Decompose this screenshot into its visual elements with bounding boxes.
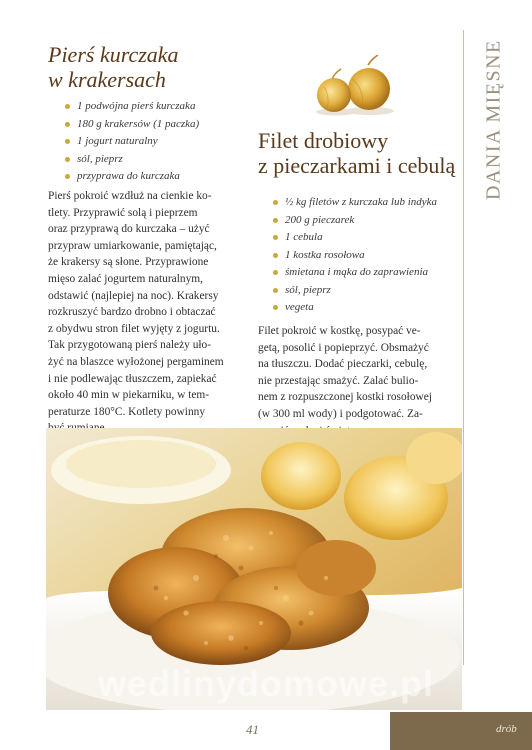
ingredient-item: 1 kostka rosołowa xyxy=(272,247,462,265)
ingredient-item: przyprawa do kurczaka xyxy=(64,168,254,186)
bullet-icon xyxy=(273,235,278,240)
recipe1-instructions: Pierś pokroić wzdłuż na cienkie ko- tlety. Przyprawić solą i pieprzem oraz przyprawą do kurczaka – użyć przypraw umiarkowanie, pamiętając, że krakersy są słone. Przyprawione mięso zalać jogurtem naturalnym, odstawić (najlepiej na noc). Krakersy rozkruszyć bardzo drobno i obtaczać z obydwu stron filet wyjęty z jogurtu. Tak przygotowaną pierś należy uło- żyć na blaszce wyłożonej pergaminem i nie podlewając tłuszczem, zapiekać około 40 min w piekarniku, w tem- peraturze 180°C. Kotlety powinny xyxy=(48,190,224,418)
bullet-icon xyxy=(273,200,278,205)
ingredient-item: sól, pieprz xyxy=(64,151,254,169)
bullet-icon xyxy=(273,305,278,310)
ingredient-item: vegeta xyxy=(272,299,462,317)
section-label: DANIA MIĘSNE xyxy=(482,39,505,200)
bullet-icon xyxy=(65,174,70,179)
ingredient-item: ½ kg filetów z kurczaka lub indyka xyxy=(272,194,462,212)
recipe2-title xyxy=(258,128,468,178)
bullet-icon xyxy=(273,218,278,223)
recipe2-title-line1: Filet drobiowy xyxy=(258,128,389,153)
ingredient-item: 1 jogurt naturalny xyxy=(64,133,254,151)
bullet-icon xyxy=(273,253,278,258)
recipe1-title-line2: w krakersach xyxy=(48,67,166,92)
bullet-icon xyxy=(65,139,70,144)
bullet-icon xyxy=(65,157,70,162)
side-divider xyxy=(463,30,464,665)
onion-icon xyxy=(312,55,396,117)
bullet-icon xyxy=(65,104,70,109)
recipe2-ingredients xyxy=(272,194,462,317)
ingredient-item: 180 g krakersów (1 paczka) xyxy=(64,116,254,134)
watermark-text: wedlinydomowe.pl xyxy=(97,663,435,704)
bullet-icon xyxy=(273,270,278,275)
ingredient-item: sól, pieprz xyxy=(272,282,462,300)
recipe1-title-line1: Pierś kurczaka xyxy=(48,42,179,67)
recipe2-instructions: Filet pokroić w kostkę, posypać ve- getą, posolić i popieprzyć. Obsmażyć na tłuszczu. Dodać pieczarki, cebulę, nie przestając smażyć. Zalać bulio- nem z rozpuszczonej kostki rosołowej (w 300 ml wody) i podgotować. Za- xyxy=(258,325,432,420)
page-number: 41 xyxy=(246,722,259,737)
recipe1-title xyxy=(48,42,268,92)
bullet-icon xyxy=(273,288,278,293)
recipe2-title-line2: z pieczarkami i cebulą xyxy=(258,153,456,178)
recipe1-ingredients xyxy=(64,98,254,186)
ingredient-item: 1 podwójna pierś kurczaka xyxy=(64,98,254,116)
ingredient-item: 1 cebula xyxy=(272,229,462,247)
bullet-icon xyxy=(65,122,70,127)
footer-category: drób xyxy=(496,723,517,735)
ingredient-item: 200 g pieczarek xyxy=(272,212,462,230)
ingredient-item: śmietana i mąka do zaprawienia xyxy=(272,264,462,282)
